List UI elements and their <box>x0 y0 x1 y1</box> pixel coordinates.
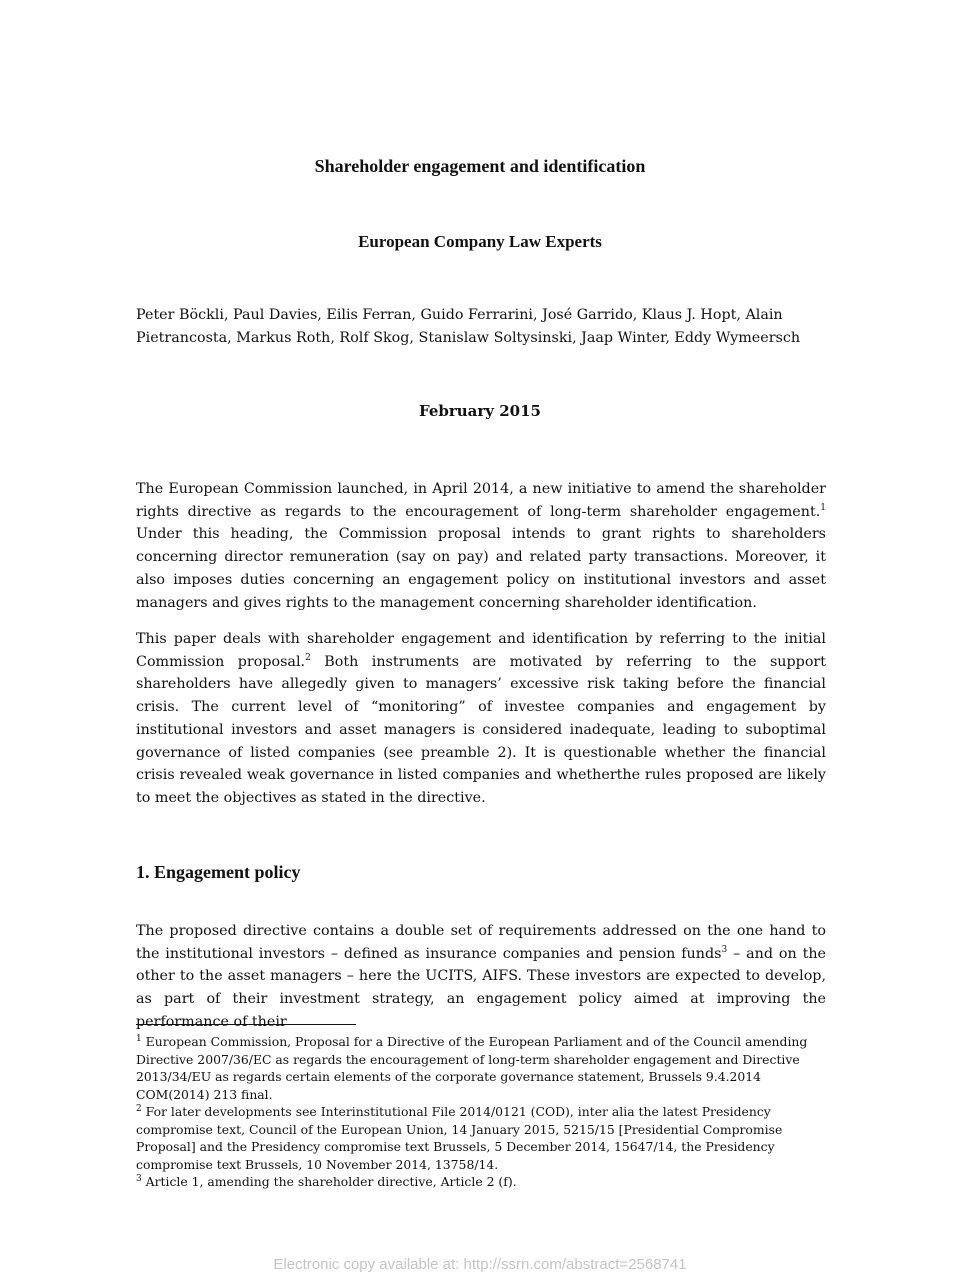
footnote-1 <box>136 1033 826 1103</box>
footnote-number: 2 <box>136 1103 142 1114</box>
section-heading: 1. Engagement policy <box>136 862 301 882</box>
paper-subtitle: European Company Law Experts <box>358 232 602 251</box>
footnote-text: Article 1, amending the shareholder directive, Article 2 (f). <box>141 1174 517 1189</box>
engagement-text-part1: The proposed directive contains a double set of requirements addressed on the one hand to the institutional investors – defined as insurance companies and pension funds <box>136 923 826 962</box>
footnote-ref-2: 2 <box>305 652 311 663</box>
footnote-3 <box>136 1173 826 1191</box>
scope-text-part2: Both instruments are motivated by referring to the support shareholders have allegedly given to managers’ excessive risk taking before the financial crisis. The current level of “monitoring” of investee companies and engagement by institutional investors and asset managers is considered inadequate, leading to suboptimal governance of listed companies (see preamble 2). It is questionable whether the financial crisis revealed weak governance in listed companies and whetherthe rules proposed are likely to meet the objectives as stated in the directive. <box>136 653 827 806</box>
footnotes <box>136 1033 826 1191</box>
engagement-paragraph <box>136 920 826 1034</box>
footnote-number: 3 <box>136 1173 142 1184</box>
footnote-ref-3: 3 <box>721 944 728 955</box>
paper-title: Shareholder engagement and identification <box>314 156 646 176</box>
scope-text-part1: This paper deals with shareholder engagement and identification by referring to the initial Commission proposal. <box>136 631 826 670</box>
publication-date: February 2015 <box>419 402 541 420</box>
footnote-number: 1 <box>136 1033 142 1044</box>
footnote-2 <box>136 1103 826 1173</box>
footnote-ref-1: 1 <box>820 502 826 513</box>
author-list: Peter Böckli, Paul Davies, Eilis Ferran, Guido Ferrarini, José Garrido, Klaus J. Hopt, Alain Pietrancosta, Markus Roth, Rolf Skog, Stanislaw Soltysinski, Jaap Winter, Eddy Wymeersch <box>136 307 801 346</box>
footnote-text: For later developments see Interinstitutional File 2014/0121 (COD), inter alia the latest Presidency compromise text, Council of the European Union, 14 January 2015, 5215/15 [Presidential Compromise Proposal] and the Presidency compromise text Brussels, 5 December 2014, 15647/14, the Presidency compromise text Brussels, 10 November 2014, 13758/14. <box>136 1104 783 1172</box>
engagement-text-part2: – and on the other to the asset managers – here the UCITS, AIFS. These investors are expected to develop, as part of their investment strategy, an engagement policy aimed at improving the performance of their <box>136 945 826 1030</box>
footnote-text: European Commission, Proposal for a Directive of the European Parliament and of the Council amending Directive 2007/36/EC as regards the encouragement of long-term shareholder engagement and Directive 2013/34/EU as regards certain elements of the corporate governance statement, Brussels 9.4.2014 COM(2014) 213 final. <box>136 1034 808 1102</box>
scope-paragraph <box>136 628 826 810</box>
intro-paragraph <box>136 478 826 614</box>
footnote-divider <box>136 1024 356 1025</box>
intro-text-part1: The European Commission launched, in April 2014, a new initiative to amend the shareholder rights directive as regards to the encouragement of long-term shareholder engagement. <box>136 481 826 520</box>
intro-text-part2: Under this heading, the Commission proposal intends to grant rights to shareholders concerning director remuneration (say on pay) and related party transactions. Moreover, it also imposes duties concerning an engagement policy on institutional investors and asset managers and gives rights to the management concerning shareholder identification. <box>136 526 826 611</box>
ssrn-watermark: Electronic copy available at: http://ssrn.com/abstract=2568741 <box>273 1256 687 1273</box>
